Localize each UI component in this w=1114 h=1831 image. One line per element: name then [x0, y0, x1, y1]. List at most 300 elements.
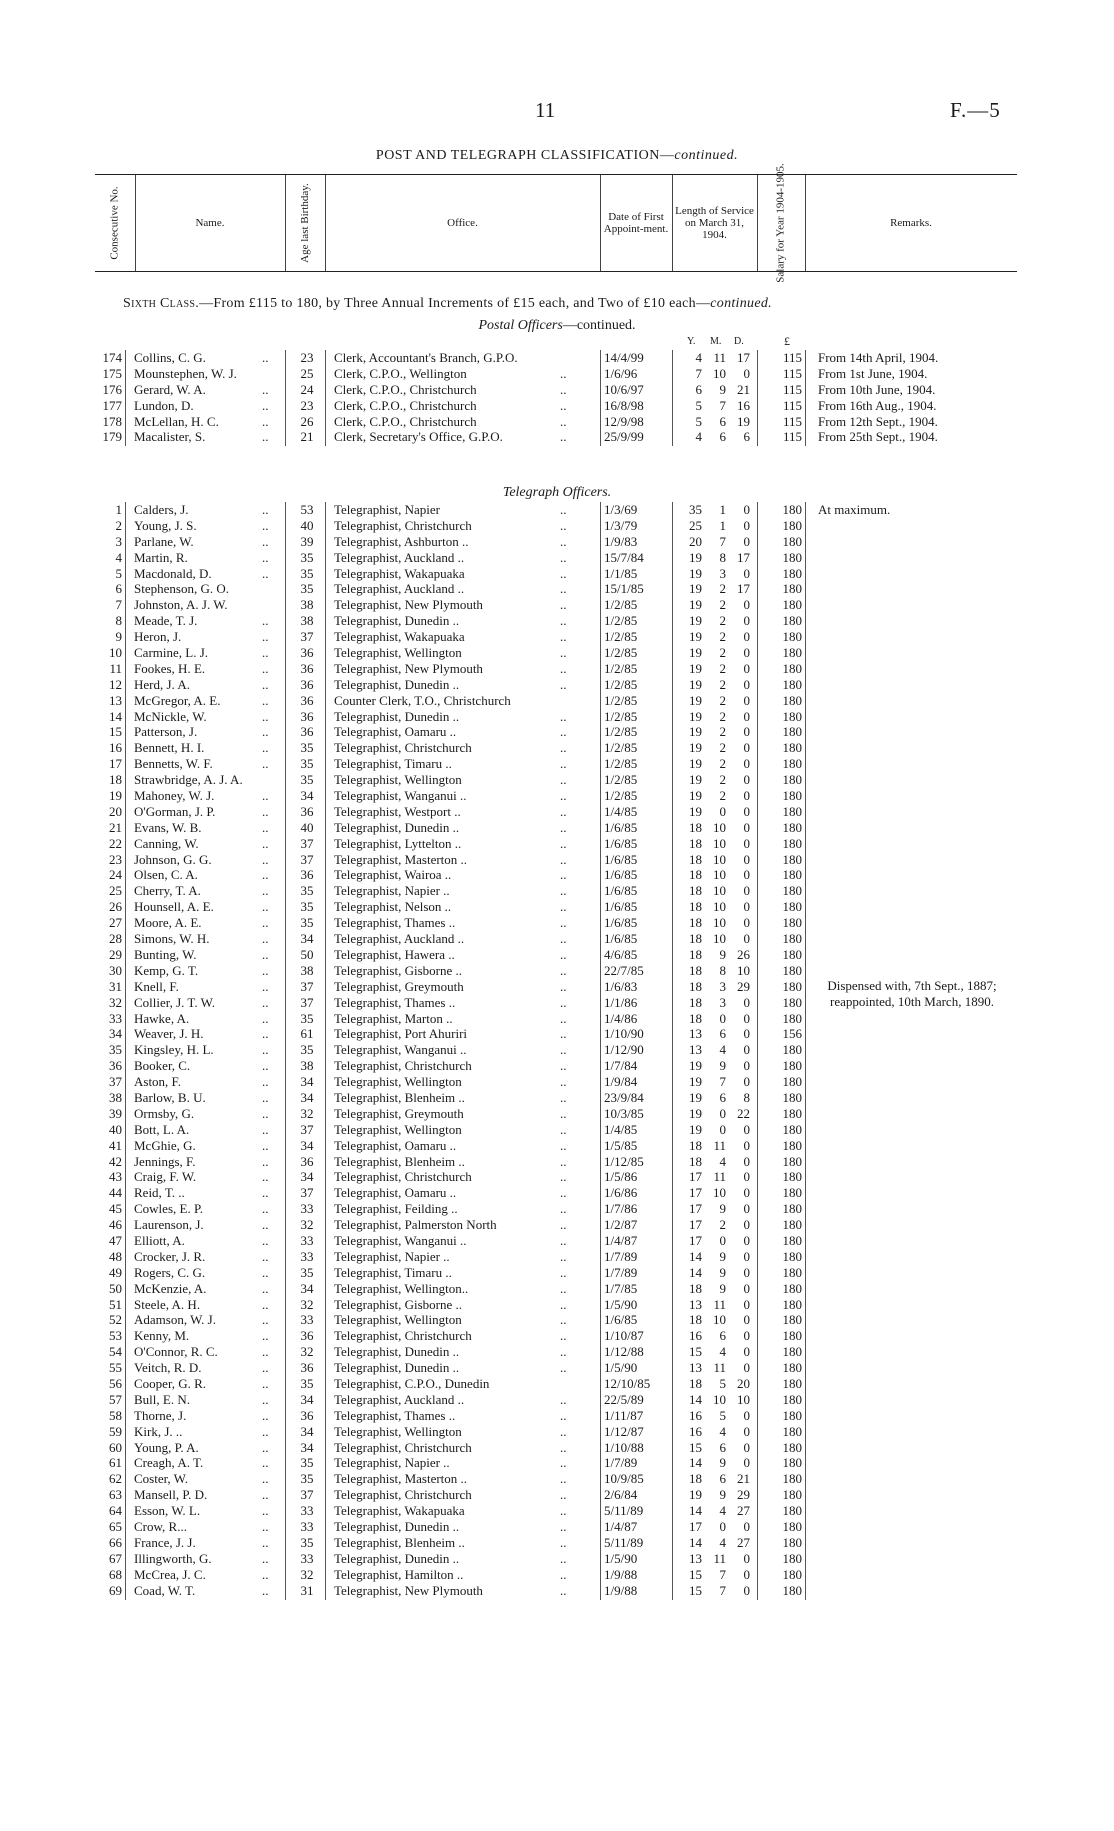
- telegraph-table-row: [0, 613, 1114, 629]
- cell-remarks: From 25th Sept., 1904.: [818, 429, 938, 445]
- telegraph-table-row: [0, 820, 1114, 836]
- postal-table-row: [0, 398, 1114, 414]
- cell-number: 41: [109, 1137, 122, 1153]
- cell-days: 0: [743, 1248, 750, 1264]
- cell-name: Gerard, W. A.: [134, 381, 206, 397]
- telegraph-table-row: [0, 1233, 1114, 1249]
- cell-name: McGhie, G.: [134, 1137, 196, 1153]
- cell-age: 50: [300, 946, 314, 962]
- cell-days: 0: [743, 1423, 750, 1439]
- telegraph-table-row: [0, 867, 1114, 883]
- cell-leader: ..: [262, 915, 269, 931]
- cell-leader: ..: [560, 660, 567, 676]
- cell-age: 35: [300, 1534, 314, 1550]
- cell-office: Telegraphist, Marton ..: [334, 1010, 453, 1026]
- cell-leader: ..: [560, 676, 567, 692]
- cell-days: 10: [737, 1391, 750, 1407]
- cell-salary: 180: [782, 1089, 802, 1105]
- cell-leader: ..: [560, 1058, 567, 1074]
- cell-salary: 180: [782, 1550, 802, 1566]
- cell-date: 1/6/85: [604, 867, 638, 883]
- cell-name: Bott, L. A.: [134, 1121, 190, 1137]
- cell-number: 27: [109, 915, 122, 931]
- cell-months: 11: [713, 1296, 726, 1312]
- cell-number: 17: [109, 756, 122, 772]
- cell-date: 10/9/85: [604, 1471, 644, 1487]
- class-continued: continued.: [710, 296, 772, 311]
- cell-age: 32: [300, 1344, 314, 1360]
- cell-years: 18: [689, 915, 702, 931]
- postal-table-row: [0, 414, 1114, 430]
- cell-office: Telegraphist, Blenheim ..: [334, 1534, 465, 1550]
- cell-months: 9: [719, 1248, 726, 1264]
- cell-date: 1/12/88: [604, 1344, 644, 1360]
- cell-days: 0: [743, 899, 750, 915]
- cell-salary: 180: [782, 1153, 802, 1169]
- cell-salary: 115: [782, 381, 802, 397]
- cell-months: 4: [719, 1423, 726, 1439]
- cell-office: Telegraphist, Dunedin ..: [334, 1344, 460, 1360]
- cell-days: 0: [743, 676, 750, 692]
- cell-number: 64: [109, 1503, 122, 1519]
- cell-name: McKenzie, A.: [134, 1280, 207, 1296]
- header-remarks: Remarks.: [890, 217, 932, 229]
- telegraph-table-row: [0, 1360, 1114, 1376]
- cell-years: 14: [689, 1503, 702, 1519]
- cell-number: 33: [109, 1010, 122, 1026]
- cell-years: 17: [689, 1201, 702, 1217]
- cell-name: Cowles, E. P.: [134, 1201, 203, 1217]
- cell-age: 36: [300, 676, 314, 692]
- telegraph-table-row: [0, 1122, 1114, 1138]
- telegraph-table-row: [0, 518, 1114, 534]
- cell-leader: ..: [262, 381, 269, 397]
- cell-age: 34: [300, 788, 314, 804]
- cell-leader: ..: [262, 613, 269, 629]
- cell-number: 3: [115, 533, 122, 549]
- cell-office: Telegraphist, Westport ..: [334, 803, 461, 819]
- cell-months: 10: [713, 1312, 726, 1328]
- cell-date: 1/1/86: [604, 994, 638, 1010]
- cell-days: 0: [743, 1566, 750, 1582]
- cell-salary: 180: [782, 629, 802, 645]
- telegraph-table-row: [0, 1519, 1114, 1535]
- cell-leader: ..: [560, 724, 567, 740]
- cell-years: 18: [689, 946, 702, 962]
- cell-leader: ..: [560, 1201, 567, 1217]
- cell-salary: 180: [782, 1407, 802, 1423]
- cell-date: 1/2/85: [604, 613, 638, 629]
- cell-salary: 180: [782, 613, 802, 629]
- cell-months: 2: [719, 613, 726, 629]
- telegraph-table-row: [0, 502, 1114, 518]
- cell-date: 2/6/84: [604, 1487, 638, 1503]
- cell-months: 10: [713, 867, 726, 883]
- cell-name: Illingworth, G.: [134, 1550, 212, 1566]
- telegraph-table-row: [0, 1567, 1114, 1583]
- cell-salary: 180: [782, 724, 802, 740]
- cell-months: 10: [713, 931, 726, 947]
- cell-months: 5: [719, 1375, 726, 1391]
- cell-remarks: From 1st June, 1904.: [818, 365, 928, 381]
- cell-number: 43: [109, 1169, 122, 1185]
- cell-leader: ..: [262, 1455, 269, 1471]
- cell-date: 1/6/86: [604, 1185, 638, 1201]
- cell-age: 37: [300, 978, 314, 994]
- cell-leader: ..: [560, 1455, 567, 1471]
- cell-date: 12/9/98: [604, 413, 644, 429]
- cell-leader: ..: [560, 899, 567, 915]
- cell-months: 10: [713, 365, 726, 381]
- cell-leader: ..: [262, 1169, 269, 1185]
- cell-number: 19: [109, 788, 122, 804]
- cell-name: Meade, T. J.: [134, 613, 198, 629]
- cell-days: 0: [743, 1169, 750, 1185]
- cell-name: Young, J. S.: [134, 517, 197, 533]
- cell-name: Aston, F.: [134, 1074, 181, 1090]
- cell-age: 61: [300, 1026, 314, 1042]
- cell-age: 33: [300, 1550, 314, 1566]
- cell-number: 56: [109, 1375, 122, 1391]
- cell-number: 23: [109, 851, 122, 867]
- cell-leader: ..: [262, 502, 269, 517]
- cell-days: 8: [743, 1089, 750, 1105]
- cell-office: Telegraphist, Wellington: [334, 645, 462, 661]
- cell-age: 35: [300, 1264, 314, 1280]
- cell-office: Telegraphist, Oamaru ..: [334, 1137, 457, 1153]
- cell-leader: ..: [262, 1121, 269, 1137]
- cell-number: 54: [109, 1344, 122, 1360]
- cell-age: 34: [300, 1169, 314, 1185]
- cell-leader: ..: [262, 1487, 269, 1503]
- cell-leader: ..: [560, 883, 567, 899]
- cell-leader: ..: [262, 1232, 269, 1248]
- cell-age: 34: [300, 1423, 314, 1439]
- cell-leader: ..: [560, 740, 567, 756]
- cell-date: 1/2/85: [604, 629, 638, 645]
- cell-leader: ..: [262, 1360, 269, 1376]
- cell-age: 35: [300, 756, 314, 772]
- cell-leader: ..: [262, 1105, 269, 1121]
- cell-months: 10: [713, 835, 726, 851]
- cell-years: 19: [689, 676, 702, 692]
- cell-leader: ..: [262, 1582, 269, 1598]
- cell-years: 19: [689, 756, 702, 772]
- cell-date: 1/10/87: [604, 1328, 644, 1344]
- cell-leader: ..: [262, 851, 269, 867]
- cell-age: 34: [300, 1089, 314, 1105]
- cell-date: 1/5/85: [604, 1137, 638, 1153]
- cell-days: 0: [743, 835, 750, 851]
- cell-office: Clerk, Secretary's Office, G.P.O.: [334, 429, 503, 445]
- cell-age: 23: [300, 350, 314, 365]
- cell-salary: 180: [782, 581, 802, 597]
- cell-office: Telegraphist, Wellington: [334, 1074, 462, 1090]
- cell-office: Telegraphist, Napier ..: [334, 1248, 450, 1264]
- cell-name: Cooper, G. R.: [134, 1375, 207, 1391]
- postal-table-row: [0, 429, 1114, 445]
- cell-name: Coster, W.: [134, 1471, 189, 1487]
- telegraph-table-row: [0, 1265, 1114, 1281]
- cell-date: 1/7/89: [604, 1248, 638, 1264]
- cell-leader: ..: [560, 1534, 567, 1550]
- cell-office: Telegraphist, Wanganui ..: [334, 1042, 467, 1058]
- cell-name: Ormsby, G.: [134, 1105, 195, 1121]
- cell-years: 19: [689, 724, 702, 740]
- cell-date: 1/4/87: [604, 1519, 638, 1534]
- cell-salary: 180: [782, 1344, 802, 1360]
- cell-years: 18: [689, 962, 702, 978]
- cell-date: 5/11/89: [604, 1534, 644, 1550]
- telegraph-table-row: [0, 597, 1114, 613]
- cell-leader: ..: [560, 1344, 567, 1360]
- cell-leader: ..: [560, 597, 567, 613]
- cell-years: 4: [695, 350, 702, 365]
- telegraph-table-row: [0, 677, 1114, 693]
- cell-months: 9: [719, 1058, 726, 1074]
- cell-salary: 180: [782, 931, 802, 947]
- cell-months: 11: [713, 1169, 726, 1185]
- cell-months: 2: [719, 645, 726, 661]
- cell-office: Clerk, C.P.O., Wellington: [334, 365, 467, 381]
- cell-date: 1/12/87: [604, 1423, 644, 1439]
- cell-leader: ..: [560, 1121, 567, 1137]
- cell-salary: 180: [782, 899, 802, 915]
- cell-age: 35: [300, 1455, 314, 1471]
- cell-years: 19: [689, 1487, 702, 1503]
- cell-age: 36: [300, 1407, 314, 1423]
- cell-number: 50: [109, 1280, 122, 1296]
- cell-years: 13: [689, 1360, 702, 1376]
- cell-years: 15: [689, 1582, 702, 1598]
- class-label: Sixth Class.: [123, 296, 200, 311]
- class-heading: [123, 296, 772, 312]
- cell-date: 10/3/85: [604, 1105, 644, 1121]
- cell-days: 0: [743, 1550, 750, 1566]
- cell-office: Telegraphist, Wellington: [334, 1121, 462, 1137]
- cell-name: Laurenson, J.: [134, 1217, 204, 1233]
- cell-days: 0: [743, 851, 750, 867]
- cell-date: 1/2/85: [604, 597, 638, 613]
- cell-office: Telegraphist, Dunedin ..: [334, 1360, 460, 1376]
- cell-age: 32: [300, 1296, 314, 1312]
- cell-years: 13: [689, 1026, 702, 1042]
- cell-salary: 180: [782, 1232, 802, 1248]
- cell-salary: 180: [782, 915, 802, 931]
- cell-age: 38: [300, 597, 314, 613]
- cell-years: 18: [689, 819, 702, 835]
- cell-days: 22: [737, 1105, 750, 1121]
- cell-years: 13: [689, 1042, 702, 1058]
- cell-months: 9: [719, 1280, 726, 1296]
- cell-leader: ..: [560, 994, 567, 1010]
- cell-name: Weaver, J. H.: [134, 1026, 204, 1042]
- cell-leader: ..: [262, 1026, 269, 1042]
- cell-number: 18: [109, 772, 122, 788]
- cell-leader: ..: [560, 915, 567, 931]
- cell-office: Telegraphist, Greymouth: [334, 978, 464, 994]
- cell-months: 7: [719, 1566, 726, 1582]
- cell-days: 0: [743, 613, 750, 629]
- cell-months: 2: [719, 708, 726, 724]
- cell-days: 0: [743, 1407, 750, 1423]
- cell-age: 35: [300, 772, 314, 788]
- cell-salary: 180: [782, 1503, 802, 1519]
- cell-age: 34: [300, 1280, 314, 1296]
- cell-number: 46: [109, 1217, 122, 1233]
- cell-days: 0: [743, 1010, 750, 1026]
- cell-months: 2: [719, 660, 726, 676]
- telegraph-table-row: [0, 709, 1114, 725]
- cell-salary: 180: [782, 1264, 802, 1280]
- cell-days: 6: [743, 429, 750, 445]
- cell-number: 34: [109, 1026, 122, 1042]
- cell-years: 18: [689, 1280, 702, 1296]
- cell-number: 6: [115, 581, 122, 597]
- cell-name: Elliott, A.: [134, 1232, 185, 1248]
- cell-salary: 180: [782, 549, 802, 565]
- cell-days: 0: [743, 1519, 750, 1534]
- cell-name: Heron, J.: [134, 629, 182, 645]
- cell-leader: ..: [262, 883, 269, 899]
- cell-office: Telegraphist, New Plymouth: [334, 660, 483, 676]
- cell-name: Martin, R.: [134, 549, 188, 565]
- cell-leader: ..: [560, 1328, 567, 1344]
- cell-salary: 180: [782, 1312, 802, 1328]
- cell-leader: ..: [560, 851, 567, 867]
- cell-name: Barlow, B. U.: [134, 1089, 206, 1105]
- cell-number: 177: [102, 397, 122, 413]
- cell-office: Telegraphist, New Plymouth: [334, 1582, 483, 1598]
- cell-months: 6: [719, 1439, 726, 1455]
- telegraph-table-row: [0, 1297, 1114, 1313]
- cell-office: Telegraphist, Masterton ..: [334, 1471, 468, 1487]
- cell-years: 18: [689, 851, 702, 867]
- cell-date: 1/6/85: [604, 931, 638, 947]
- cell-salary: 180: [782, 533, 802, 549]
- telegraph-table-row: [0, 1249, 1114, 1265]
- cell-name: Esson, W. L.: [134, 1503, 201, 1519]
- cell-salary: 180: [782, 1137, 802, 1153]
- cell-leader: ..: [262, 413, 269, 429]
- cell-years: 19: [689, 772, 702, 788]
- telegraph-table-row: [0, 1106, 1114, 1122]
- cell-salary: 180: [782, 1391, 802, 1407]
- telegraph-table-row: [0, 1217, 1114, 1233]
- cell-number: 176: [102, 381, 122, 397]
- cell-leader: ..: [262, 946, 269, 962]
- cell-age: 38: [300, 962, 314, 978]
- cell-number: 29: [109, 946, 122, 962]
- cell-days: 0: [743, 1121, 750, 1137]
- cell-days: 0: [743, 365, 750, 381]
- cell-office: Telegraphist, Dunedin ..: [334, 1550, 460, 1566]
- cell-name: Mounstephen, W. J.: [134, 365, 237, 381]
- cell-name: Simons, W. H.: [134, 931, 210, 947]
- cell-salary: 180: [782, 994, 802, 1010]
- cell-days: 16: [737, 397, 750, 413]
- cell-age: 34: [300, 931, 314, 947]
- cell-age: 36: [300, 867, 314, 883]
- telegraph-table-row: [0, 963, 1114, 979]
- cell-age: 39: [300, 533, 314, 549]
- cell-years: 17: [689, 1169, 702, 1185]
- cell-leader: ..: [560, 1026, 567, 1042]
- cell-age: 33: [300, 1232, 314, 1248]
- cell-date: 1/9/88: [604, 1566, 638, 1582]
- cell-date: 1/4/85: [604, 1121, 638, 1137]
- cell-leader: ..: [262, 708, 269, 724]
- cell-salary: 180: [782, 819, 802, 835]
- cell-days: 0: [743, 1074, 750, 1090]
- cell-office: Clerk, C.P.O., Christchurch: [334, 381, 477, 397]
- cell-leader: ..: [262, 397, 269, 413]
- cell-leader: ..: [560, 1105, 567, 1121]
- cell-leader: ..: [262, 740, 269, 756]
- cell-days: 0: [743, 1217, 750, 1233]
- cell-number: 49: [109, 1264, 122, 1280]
- cell-months: 5: [719, 1407, 726, 1423]
- cell-leader: ..: [262, 788, 269, 804]
- cell-number: 39: [109, 1105, 122, 1121]
- cell-number: 31: [109, 978, 122, 994]
- telegraph-table-row: [0, 1392, 1114, 1408]
- cell-name: Kirk, J. ..: [134, 1423, 183, 1439]
- cell-days: 0: [743, 1296, 750, 1312]
- cell-days: 0: [743, 772, 750, 788]
- cell-name: McNickle, W.: [134, 708, 207, 724]
- cell-leader: ..: [262, 533, 269, 549]
- cell-months: 9: [719, 381, 726, 397]
- cell-number: 174: [102, 350, 122, 365]
- cell-leader: ..: [560, 502, 567, 517]
- cell-name: Collins, C. G.: [134, 350, 206, 365]
- cell-name: Lundon, D.: [134, 397, 194, 413]
- cell-leader: ..: [560, 1582, 567, 1598]
- cell-name: O'Gorman, J. P.: [134, 803, 216, 819]
- cell-salary: 180: [782, 772, 802, 788]
- cell-name: Bull, E. N.: [134, 1391, 190, 1407]
- postal-table-row: [0, 382, 1114, 398]
- cell-leader: ..: [560, 978, 567, 994]
- cell-date: 23/9/84: [604, 1089, 644, 1105]
- cell-years: 19: [689, 1058, 702, 1074]
- cell-months: 10: [713, 899, 726, 915]
- cell-leader: ..: [560, 365, 567, 381]
- cell-months: 2: [719, 597, 726, 613]
- cell-leader: ..: [560, 1519, 567, 1534]
- cell-date: 14/4/99: [604, 350, 644, 365]
- cell-office: Telegraphist, Wellington..: [334, 1280, 469, 1296]
- header-salary: [757, 163, 805, 283]
- cell-leader: ..: [560, 867, 567, 883]
- cell-years: 18: [689, 1137, 702, 1153]
- cell-leader: ..: [262, 835, 269, 851]
- telegraph-table-row: [0, 629, 1114, 645]
- cell-date: 1/12/85: [604, 1153, 644, 1169]
- cell-name: Olsen, C. A.: [134, 867, 198, 883]
- cell-leader: ..: [262, 1344, 269, 1360]
- telegraph-table-row: [0, 661, 1114, 677]
- cell-date: 1/5/86: [604, 1169, 638, 1185]
- unit-months: M.: [710, 336, 722, 347]
- cell-days: 0: [743, 1439, 750, 1455]
- cell-years: 15: [689, 1566, 702, 1582]
- cell-age: 36: [300, 803, 314, 819]
- cell-office: Telegraphist, Dunedin ..: [334, 613, 460, 629]
- cell-number: 25: [109, 883, 122, 899]
- cell-leader: ..: [560, 756, 567, 772]
